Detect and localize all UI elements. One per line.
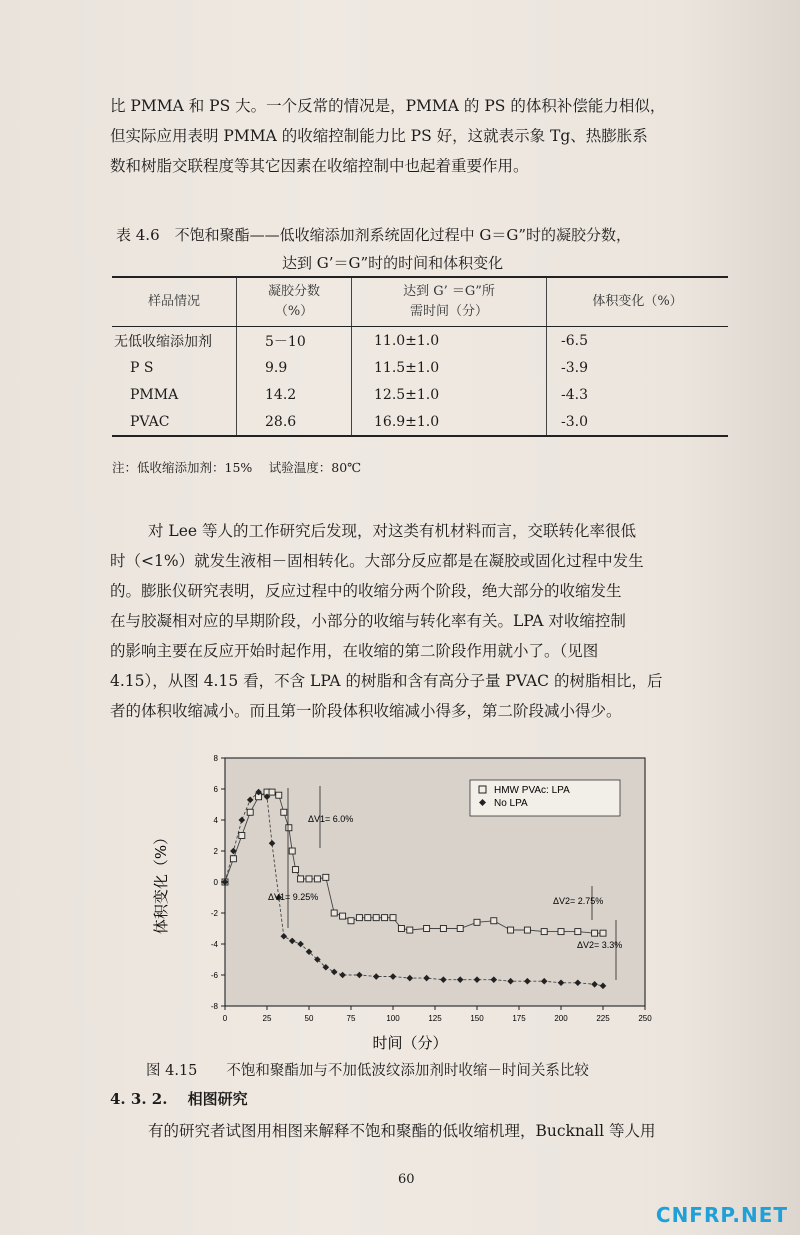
data-point-square <box>524 927 530 933</box>
y-tick-label: -6 <box>210 971 218 980</box>
data-point-square <box>314 876 320 882</box>
paragraph-2 <box>110 516 740 726</box>
data-point-square <box>281 809 287 815</box>
x-tick-label: 100 <box>386 1014 400 1023</box>
text-line: 的影响主要在反应开始时起作用，在收缩的第二阶段作用就小了。（见图 <box>110 642 599 660</box>
table-cell: -3.0 <box>547 408 729 436</box>
data-table <box>112 276 728 437</box>
data-point-square <box>298 876 304 882</box>
table-header: 达到 G’ ＝G”所 需时间（分） <box>352 277 547 327</box>
x-tick-label: 0 <box>222 1014 228 1023</box>
data-point-square <box>276 792 282 798</box>
table-caption-line-2: 达到 G’＝G”时的时间和体积变化 <box>282 254 504 272</box>
table-caption-line-1: 表 4.6 不饱和聚酯——低收缩添加剂系统固化过程中 G＝G”时的凝胶分数， <box>116 226 632 244</box>
data-point-square <box>592 930 598 936</box>
annotation-dv2-pvac: ΔV2= 2.75% <box>553 896 604 906</box>
table-cell: 16.9±1.0 <box>352 408 547 436</box>
data-point-square <box>424 926 430 932</box>
data-point-square <box>390 915 396 921</box>
data-point-square <box>440 926 446 932</box>
data-point-square <box>398 926 404 932</box>
data-point-square <box>558 929 564 935</box>
data-point-square <box>239 833 245 839</box>
paragraph-1 <box>110 91 740 181</box>
text-line: 有的研究者试图用相图来解释不饱和聚酯的低收缩机理，Bucknall 等人用 <box>148 1122 656 1140</box>
text-line: 者的体积收缩减小。而且第一阶段体积收缩减小得多，第二阶段减小得少。 <box>110 702 622 720</box>
table-cell: -3.9 <box>561 359 588 376</box>
y-tick-label: 8 <box>213 754 218 763</box>
y-tick-label: 0 <box>213 878 218 887</box>
table-cell: 9.9 <box>237 354 352 381</box>
data-point-square <box>293 867 299 873</box>
data-point-square <box>269 789 275 795</box>
data-point-square <box>373 915 379 921</box>
data-point-square <box>286 825 292 831</box>
table-row <box>112 354 728 381</box>
data-point-square <box>491 918 497 924</box>
annotation-dv1-nolpa: ΔV1= 9.25% <box>268 892 319 902</box>
annotation-dv1-pvac: ΔV1= 6.0% <box>308 814 354 824</box>
figure-caption: 图 4.15 不饱和聚酯加与不加低波纹添加剂时收缩－时间关系比较 <box>146 1063 589 1079</box>
table-header: 样品情况 <box>112 277 237 327</box>
y-tick-label: 2 <box>213 847 218 856</box>
table-note: 注：低收缩添加剂：15% 试验温度：80℃ <box>112 460 362 475</box>
table-header: 体积变化（%） <box>547 277 729 327</box>
data-point-square <box>382 915 388 921</box>
x-tick-label: 25 <box>262 1014 272 1023</box>
x-tick-label: 50 <box>304 1014 314 1023</box>
y-tick-label: -8 <box>210 1002 218 1011</box>
data-point-square <box>600 930 606 936</box>
y-axis-label: 体积变化（%） <box>152 829 170 935</box>
y-tick-label: 6 <box>213 785 218 794</box>
y-tick-label: -2 <box>210 909 218 918</box>
text-line: 但实际应用表明 PMMA 的收缩控制能力比 PS 好，这就表示象 Tg、热膨胀系 <box>110 127 648 145</box>
text-line: 对 Lee 等人的工作研究后发现，对这类有机材料而言，交联转化率很低 <box>148 522 636 540</box>
data-point-square <box>289 848 295 854</box>
table-cell: -6.5 <box>561 332 588 349</box>
x-tick-label: 200 <box>554 1014 568 1023</box>
data-point-square <box>340 913 346 919</box>
data-point-square <box>356 915 362 921</box>
table-cell: 11.5±1.0 <box>352 354 547 381</box>
table-row <box>112 327 728 355</box>
data-point-square <box>348 918 354 924</box>
x-axis-label: 时间（分） <box>372 1034 448 1052</box>
table-row <box>112 408 728 436</box>
table-cell: -4.3 <box>561 386 588 403</box>
x-tick-label: 225 <box>596 1014 610 1023</box>
x-tick-label: 150 <box>470 1014 484 1023</box>
data-point-square <box>331 910 337 916</box>
data-point-square <box>407 927 413 933</box>
text-line: 数和树脂交联程度等其它因素在收缩控制中也起着重要作用。 <box>110 157 529 175</box>
annotation-dv2-nolpa: ΔV2= 3.3% <box>577 940 623 950</box>
data-point-square <box>541 929 547 935</box>
text-line: 的。膨胀仪研究表明，反应过程中的收缩分两个阶段，绝大部分的收缩发生 <box>110 582 622 600</box>
text-line: 在与胶凝相对应的早期阶段，小部分的收缩与转化率有关。LPA 对收缩控制 <box>110 612 626 630</box>
data-point-square <box>575 929 581 935</box>
table-cell: PMMA <box>112 381 237 408</box>
legend-label: No LPA <box>494 798 528 809</box>
x-tick-label: 75 <box>346 1014 356 1023</box>
table-cell: 无低收缩添加剂 <box>112 327 237 355</box>
table-cell: 14.2 <box>237 381 352 408</box>
legend-label: HMW PVAc: LPA <box>494 785 570 796</box>
y-tick-label: -4 <box>210 940 218 949</box>
table-cell: 28.6 <box>237 408 352 436</box>
table-cell: 12.5±1.0 <box>352 381 547 408</box>
data-point-square <box>230 856 236 862</box>
data-point-square <box>247 809 253 815</box>
paragraph-3 <box>110 1116 740 1146</box>
chart-svg <box>140 748 680 1066</box>
data-point-square <box>508 927 514 933</box>
table-header: 凝胶分数 （%） <box>237 277 352 327</box>
volume-change-chart <box>140 748 680 1066</box>
data-point-square <box>323 874 329 880</box>
page-number: 60 <box>398 1172 415 1187</box>
x-tick-label: 175 <box>512 1014 526 1023</box>
text-line: 4.15），从图 4.15 看，不含 LPA 的树脂和含有高分子量 PVAC 的树脂相比，后 <box>110 672 663 690</box>
table-cell: 5－10 <box>237 327 352 355</box>
table-row <box>112 381 728 408</box>
section-heading: 4. 3. 2. 相图研究 <box>110 1090 248 1108</box>
y-tick-label: 4 <box>213 816 218 825</box>
watermark: CNFRP.NET <box>655 1203 788 1227</box>
x-tick-label: 125 <box>428 1014 442 1023</box>
table-cell: PVAC <box>112 408 237 436</box>
data-point-square <box>474 919 480 925</box>
data-point-square <box>457 926 463 932</box>
text-line: 时（<1%）就发生液相－固相转化。大部分反应都是在凝胶或固化过程中发生 <box>110 552 644 570</box>
table-cell: 11.0±1.0 <box>352 327 547 355</box>
table-cell: P S <box>112 354 237 381</box>
data-point-square <box>365 915 371 921</box>
text-line: 比 PMMA 和 PS 大。一个反常的情况是，PMMA 的 PS 的体积补偿能力相似， <box>110 97 666 115</box>
x-tick-label: 250 <box>638 1014 652 1023</box>
data-point-square <box>306 876 312 882</box>
